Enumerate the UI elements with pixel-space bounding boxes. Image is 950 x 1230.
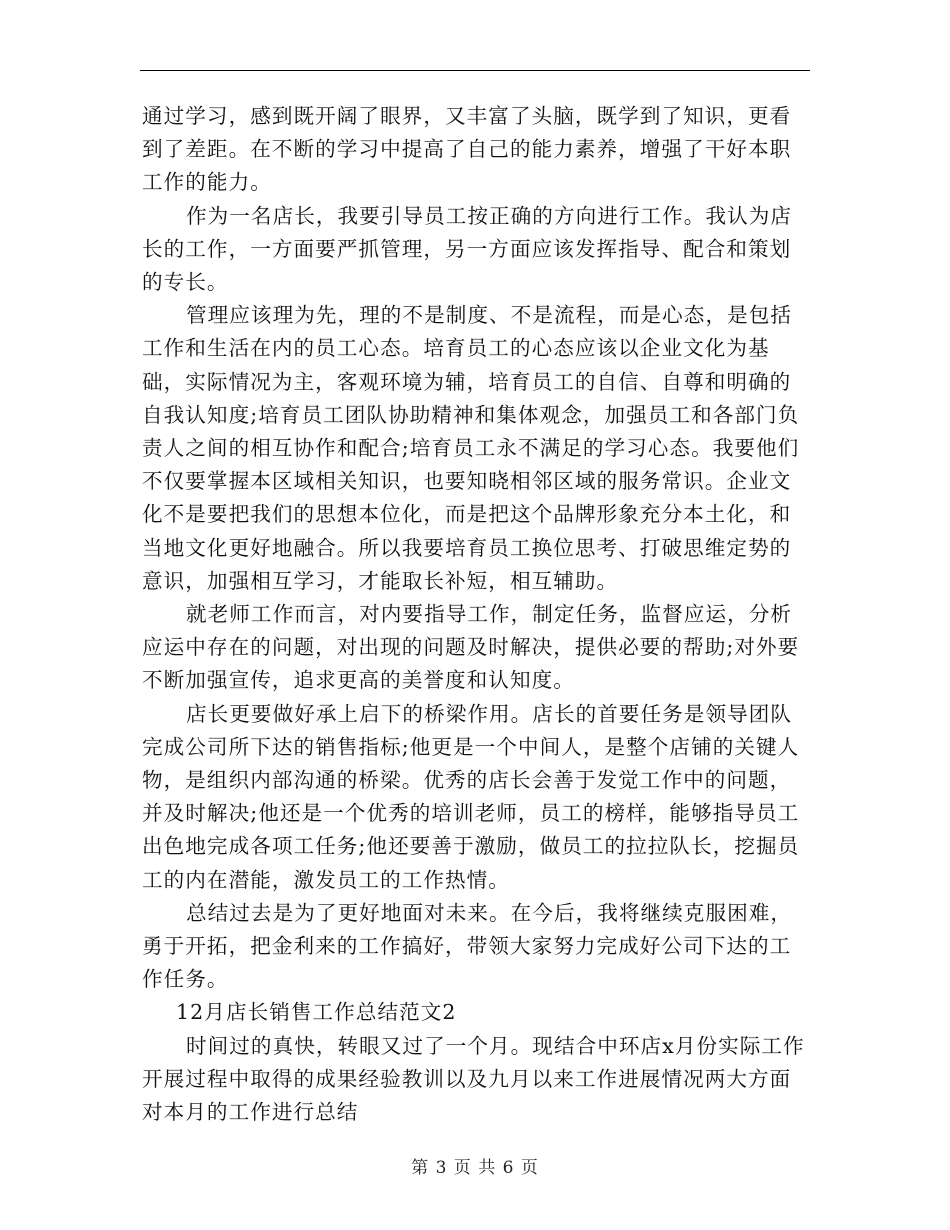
page-footer: 第 3 页 共 6 页 — [411, 1158, 539, 1178]
document-body — [142, 100, 810, 1129]
paragraph-continuation: 通过学习，感到既开阔了眼界，又丰富了头脑，既学到了知识，更看到了差距。在不断的学习中提高了自己的能力素养，增强了干好本职工作的能力。 — [142, 104, 792, 195]
paragraph-section-intro: 时间过的真快，转眼又过了一个月。现结合中环店x月份实际工作开展过程中取得的成果经验教训以及九月以来工作进展情况两大方面对本月的工作进行总结 — [142, 1033, 805, 1125]
paragraph-summary-future: 总结过去是为了更好地面对未来。在今后，我将继续克服困难，勇于开拓，把金利来的工作搞好，带领大家努力完成好公司下达的工作任务。 — [142, 900, 793, 992]
paragraph-bridge-role: 店长更要做好承上启下的桥梁作用。店长的首要任务是领导团队完成公司所下达的销售指标;他更是一个中间人，是整个店铺的关键人物，是组织内部沟通的桥梁。优秀的店长会善于发觉工作中的问题，并及时解决;他还是一个优秀的培训老师，员工的榜样，能够指导员工出色地完成各项工任务;他还要善于激励，做员工的拉拉队长，挖掘员工的内在潜能，激发员工的工作热情。 — [142, 701, 800, 892]
paragraph-store-manager-role: 作为一名店长，我要引导员工按正确的方向进行工作。我认为店长的工作，一方面要严抓管理，另一方面应该发挥指导、配合和策划的专长。 — [142, 203, 793, 295]
paragraph-teacher-work: 就老师工作而言，对内要指导工作，制定任务，监督应运，分析应运中存在的问题，对出现的问题及时解决，提供必要的帮助;对外要不断加强宣传，追求更高的美誉度和认知度。 — [142, 602, 800, 693]
header-rule — [140, 70, 810, 71]
section-title: 12月店长销售工作总结范文2 — [176, 1000, 457, 1025]
paragraph-management-mindset: 管理应该理为先，理的不是制度、不是流程，而是心态，是包括工作和生活在内的员工心态。培育员工的心态应该以企业文化为基础，实际情况为主，客观环境为辅，培育员工的自信、自尊和明确的自我认知度;培育员工团队协助精神和集体观念，加强员工和各部门负责人之间的相互协作和配合;培育员工永不满足的学习心态。我要他们不仅要掌握本区域相关知识，也要知晓相邻区域的服务常识。企业文化不是要把我们的思想本位化，而是把这个品牌形象充分本土化，和当地文化更好地融合。所以我要培育员工换位思考、打破思维定势的意识，加强相互学习，才能取长补短，相互辅助。 — [142, 303, 800, 593]
